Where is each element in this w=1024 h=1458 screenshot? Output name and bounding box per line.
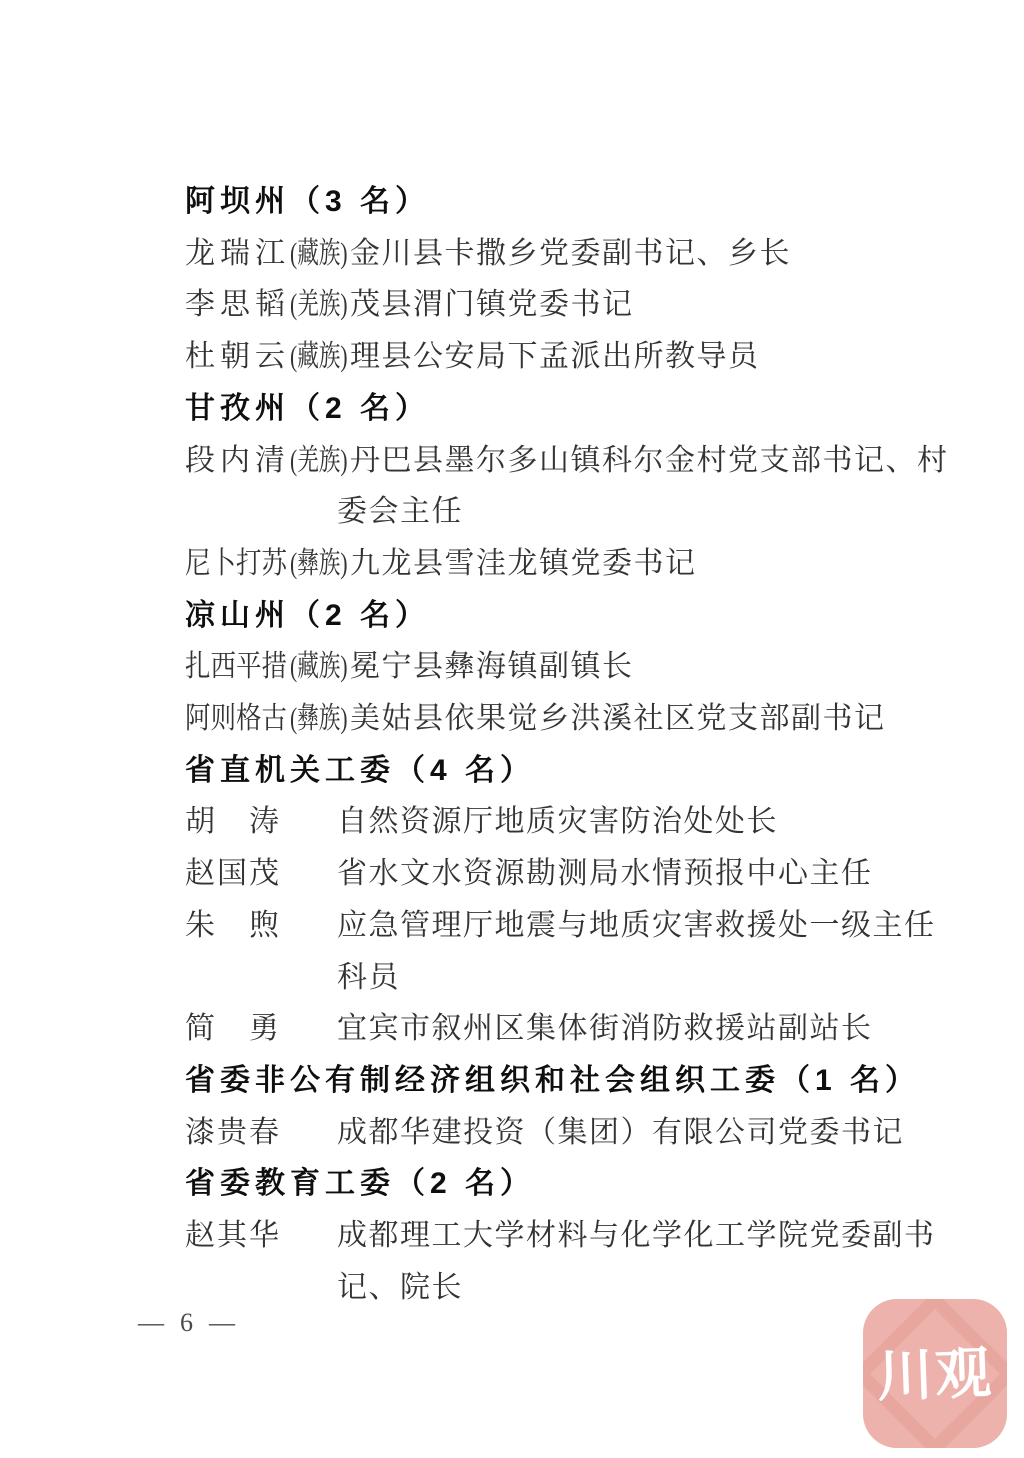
section-heading: 省委教育工委（2 名） <box>185 1167 536 1201</box>
entry-position: 冕宁县彝海镇副镇长 <box>350 650 634 684</box>
page-number <box>138 1308 235 1338</box>
entry-name: 简 勇 <box>185 1012 281 1046</box>
entry-name: 段内清 <box>185 443 290 477</box>
entry-row <box>185 1107 985 1159</box>
entry-row <box>185 1003 985 1055</box>
entry-row <box>185 848 985 900</box>
section-heading: 甘孜州（2 名） <box>185 391 431 425</box>
entry-position: 九龙县雪洼龙镇党委书记 <box>350 546 697 580</box>
entry-name: 赵其华 <box>185 1219 281 1253</box>
entry-row <box>185 435 985 538</box>
entry-ethnic-label <box>290 279 350 331</box>
entry-row <box>185 641 985 693</box>
entry-ethnic-label <box>290 228 350 280</box>
entry-ethnic-label <box>290 538 350 590</box>
entry-name-condensed: 尼卜打苏 <box>185 546 287 580</box>
entry-position: 理县公安局下孟派出所教导员 <box>350 340 760 374</box>
section-heading: 省直机关工委（4 名） <box>185 753 536 787</box>
entry-position: 茂县渭门镇党委书记 <box>350 288 634 322</box>
entry-position: 自然资源厅地质灾害防治处处长 <box>337 805 778 839</box>
entry-ethnic-text: (藏族) <box>290 236 348 270</box>
entry-name <box>185 538 290 590</box>
watermark-logo-text: 川观 <box>876 1340 995 1408</box>
page-number-left-dash: — <box>138 1308 164 1337</box>
entry-position: 金川县卡撒乡党委副书记、乡长 <box>350 236 791 270</box>
entry-name: 杜朝云 <box>185 340 290 374</box>
entry-name <box>185 641 290 693</box>
entry-row <box>185 228 985 280</box>
entry-position: 宜宾市叙州区集体街消防救援站副站长 <box>337 1012 873 1046</box>
entry-position: 美姑县依果觉乡洪溪社区党支部副书记 <box>350 702 886 736</box>
entry-ethnic-label <box>290 331 350 383</box>
entry-ethnic-label <box>290 693 350 745</box>
entry-name-condensed: 阿则格古 <box>185 702 287 736</box>
entry-ethnic-text: (羌族) <box>290 288 348 322</box>
entry-position: 成都理工大学材料与化学化工学院党委副书 记、院长 <box>337 1219 936 1304</box>
entry-position: 省水文水资源勘测局水情预报中心主任 <box>337 857 873 891</box>
entry-row <box>185 1210 985 1313</box>
entry-row <box>185 331 985 383</box>
entry-name-condensed: 扎西平措 <box>185 650 287 684</box>
entry-position: 应急管理厅地震与地质灾害救援处一级主任 科员 <box>337 908 936 994</box>
entry-name: 赵国茂 <box>185 857 281 891</box>
entry-name: 李思韬 <box>185 288 290 322</box>
document-body <box>185 176 985 1313</box>
entry-row <box>185 279 985 331</box>
entry-row <box>185 693 985 745</box>
entry-ethnic-label <box>290 641 350 693</box>
entry-ethnic-label <box>290 435 350 487</box>
entry-position: 成都华建投资（集团）有限公司党委书记 <box>337 1115 904 1149</box>
section-heading: 省委非公有制经济组织和社会组织工委（1 名） <box>185 1063 921 1097</box>
entry-name: 漆贵春 <box>185 1115 281 1149</box>
entry-name: 胡 涛 <box>185 805 281 839</box>
section-heading: 凉山州（2 名） <box>185 598 431 632</box>
entry-row <box>185 900 985 1003</box>
entry-name: 朱 煦 <box>185 908 281 942</box>
entry-ethnic-text: (彝族) <box>290 546 348 580</box>
entry-ethnic-text: (羌族) <box>290 443 348 477</box>
page-number-right-dash: — <box>209 1308 235 1337</box>
page-number-value: 6 <box>180 1308 193 1337</box>
entry-ethnic-text: (藏族) <box>290 650 348 684</box>
entry-ethnic-text: (藏族) <box>290 340 348 374</box>
watermark-badge <box>863 1299 1007 1448</box>
entry-ethnic-text: (彝族) <box>290 702 348 736</box>
entry-name: 龙瑞江 <box>185 236 290 270</box>
section-heading: 阿坝州（3 名） <box>185 185 431 218</box>
entry-row <box>185 538 985 590</box>
entry-position: 丹巴县墨尔多山镇科尔金村党支部书记、村 委会主任 <box>337 443 949 529</box>
entry-row <box>185 796 985 848</box>
entry-name <box>185 693 290 745</box>
